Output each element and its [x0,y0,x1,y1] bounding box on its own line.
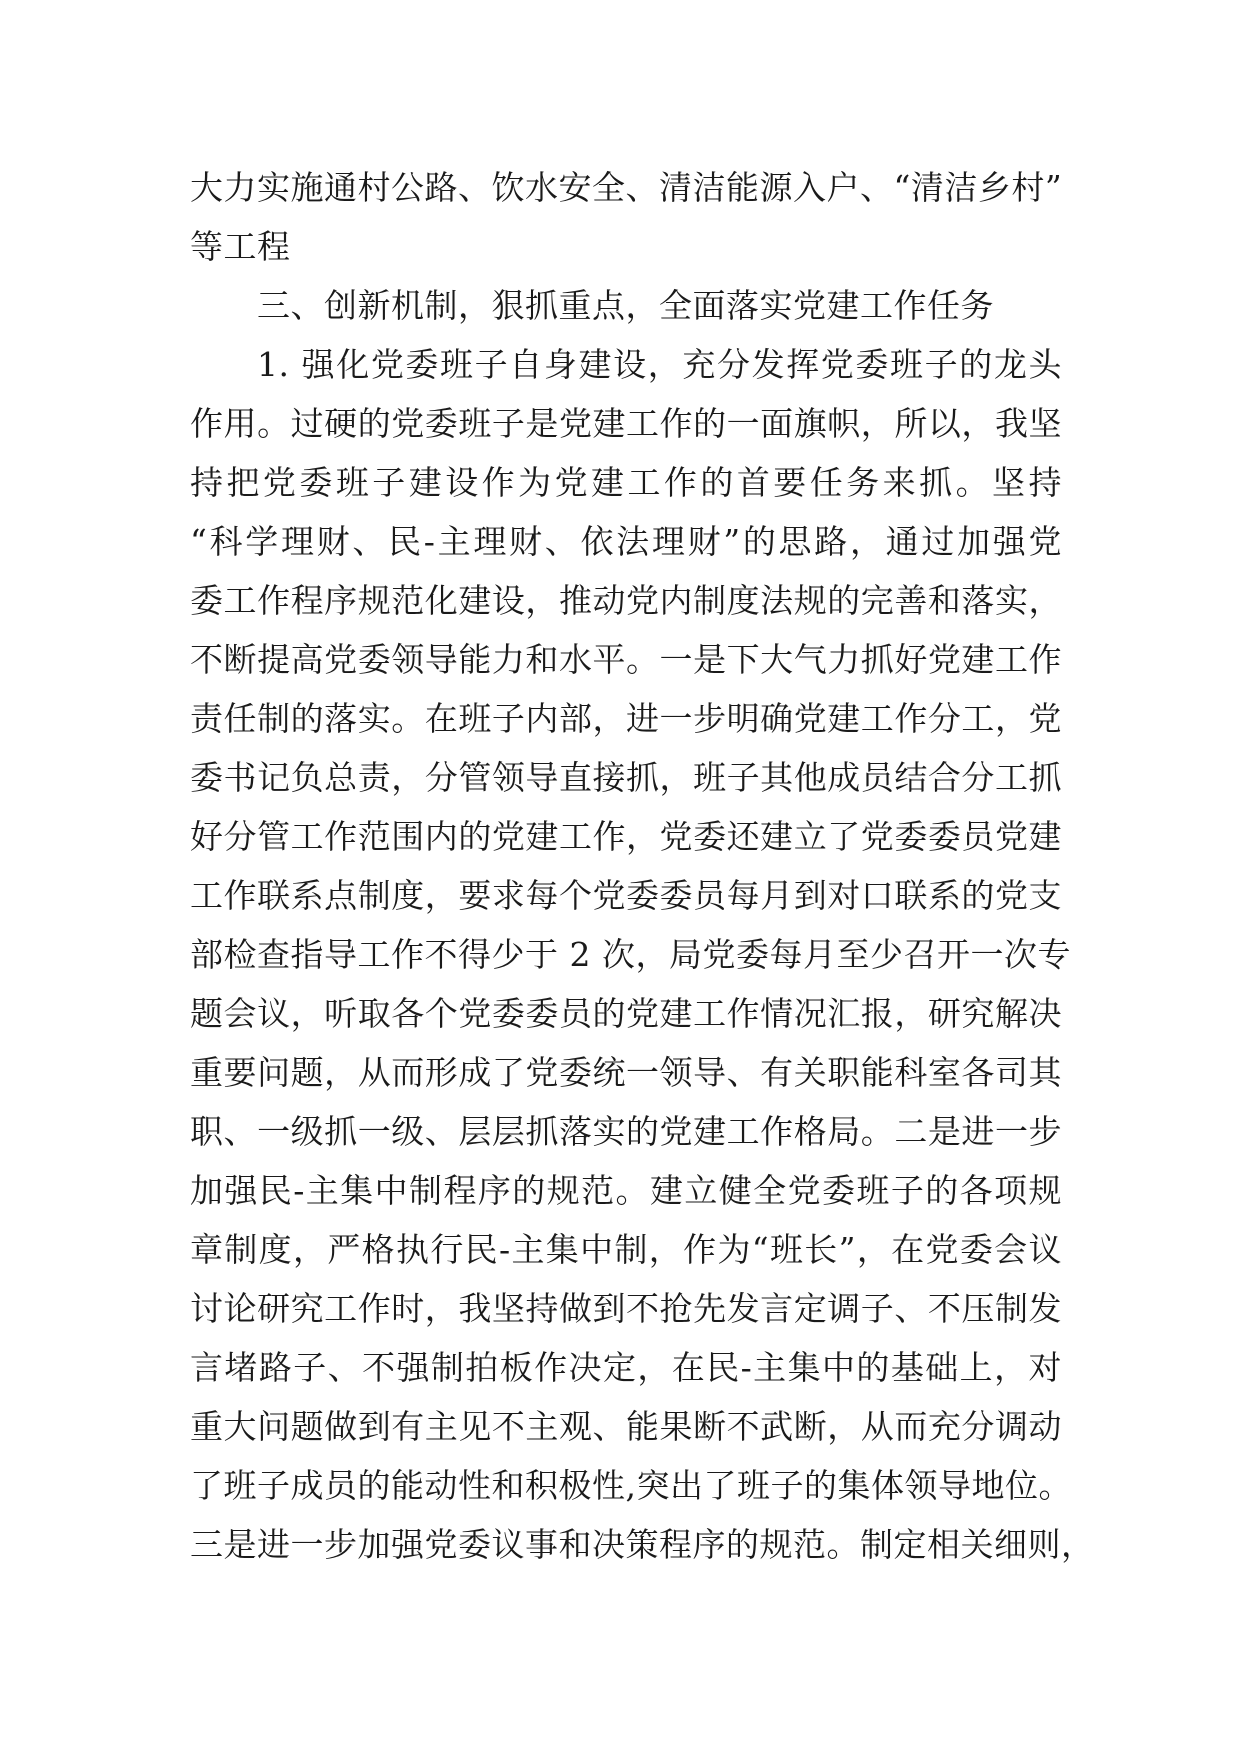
text-line: 题会议，听取各个党委委员的党建工作情况汇报，研究解决 [190,994,1062,1033]
text-line: 言堵路子、不强制拍板作决定，在民-主集中的基础上，对 [190,1348,1062,1387]
text-line: 加强民-主集中制程序的规范。建立健全党委班子的各项规 [190,1171,1062,1210]
text-line: 重大问题做到有主见不主观、能果断不武断，从而充分调动 [190,1407,1062,1446]
text-line: 讨论研究工作时，我坚持做到不抢先发言定调子、不压制发 [190,1289,1062,1328]
text-line: 大力实施通村公路、饮水安全、清洁能源入户、“清洁乡村” [190,168,1063,207]
text-line: 章制度，严格执行民-主集中制，作为“班长”，在党委会议 [190,1230,1062,1269]
text-line: 等工程 [190,227,291,266]
section-heading: 三、创新机制，狠抓重点，全面落实党建工作任务 [257,286,994,325]
text-line: 工作联系点制度，要求每个党委委员每月到对口联系的党支 [190,876,1062,915]
body-text [190,158,1095,1574]
text-line: 部检查指导工作不得少于 2 次，局党委每月至少召开一次专 [190,935,1071,974]
text-line: 委书记负总责，分管领导直接抓，班子其他成员结合分工抓 [190,758,1062,797]
text-line: 三是进一步加强党委议事和决策程序的规范。制定相关细则， [190,1525,1095,1564]
subsection-heading: 1. 强化党委班子自身建设，充分发挥党委班子的龙头 [257,345,1062,384]
text-line: 作用。过硬的党委班子是党建工作的一面旗帜，所以，我坚 [190,404,1062,443]
text-line: 职、一级抓一级、层层抓落实的党建工作格局。二是进一步 [190,1112,1062,1151]
text-line: 了班子成员的能动性和积极性,突出了班子的集体领导地位。 [190,1466,1072,1505]
text-line: 持把党委班子建设作为党建工作的首要任务来抓。坚持 [190,463,1062,502]
text-line: 责任制的落实。在班子内部，进一步明确党建工作分工，党 [190,699,1062,738]
text-line: 不断提高党委领导能力和水平。一是下大气力抓好党建工作 [190,640,1062,679]
text-line: 重要问题，从而形成了党委统一领导、有关职能科室各司其 [190,1053,1062,1092]
text-line: “科学理财、民-主理财、依法理财”的思路，通过加强党 [190,522,1062,561]
text-line: 委工作程序规范化建设，推动党内制度法规的完善和落实， [190,581,1062,620]
text-line: 好分管工作范围内的党建工作，党委还建立了党委委员党建 [190,817,1062,856]
